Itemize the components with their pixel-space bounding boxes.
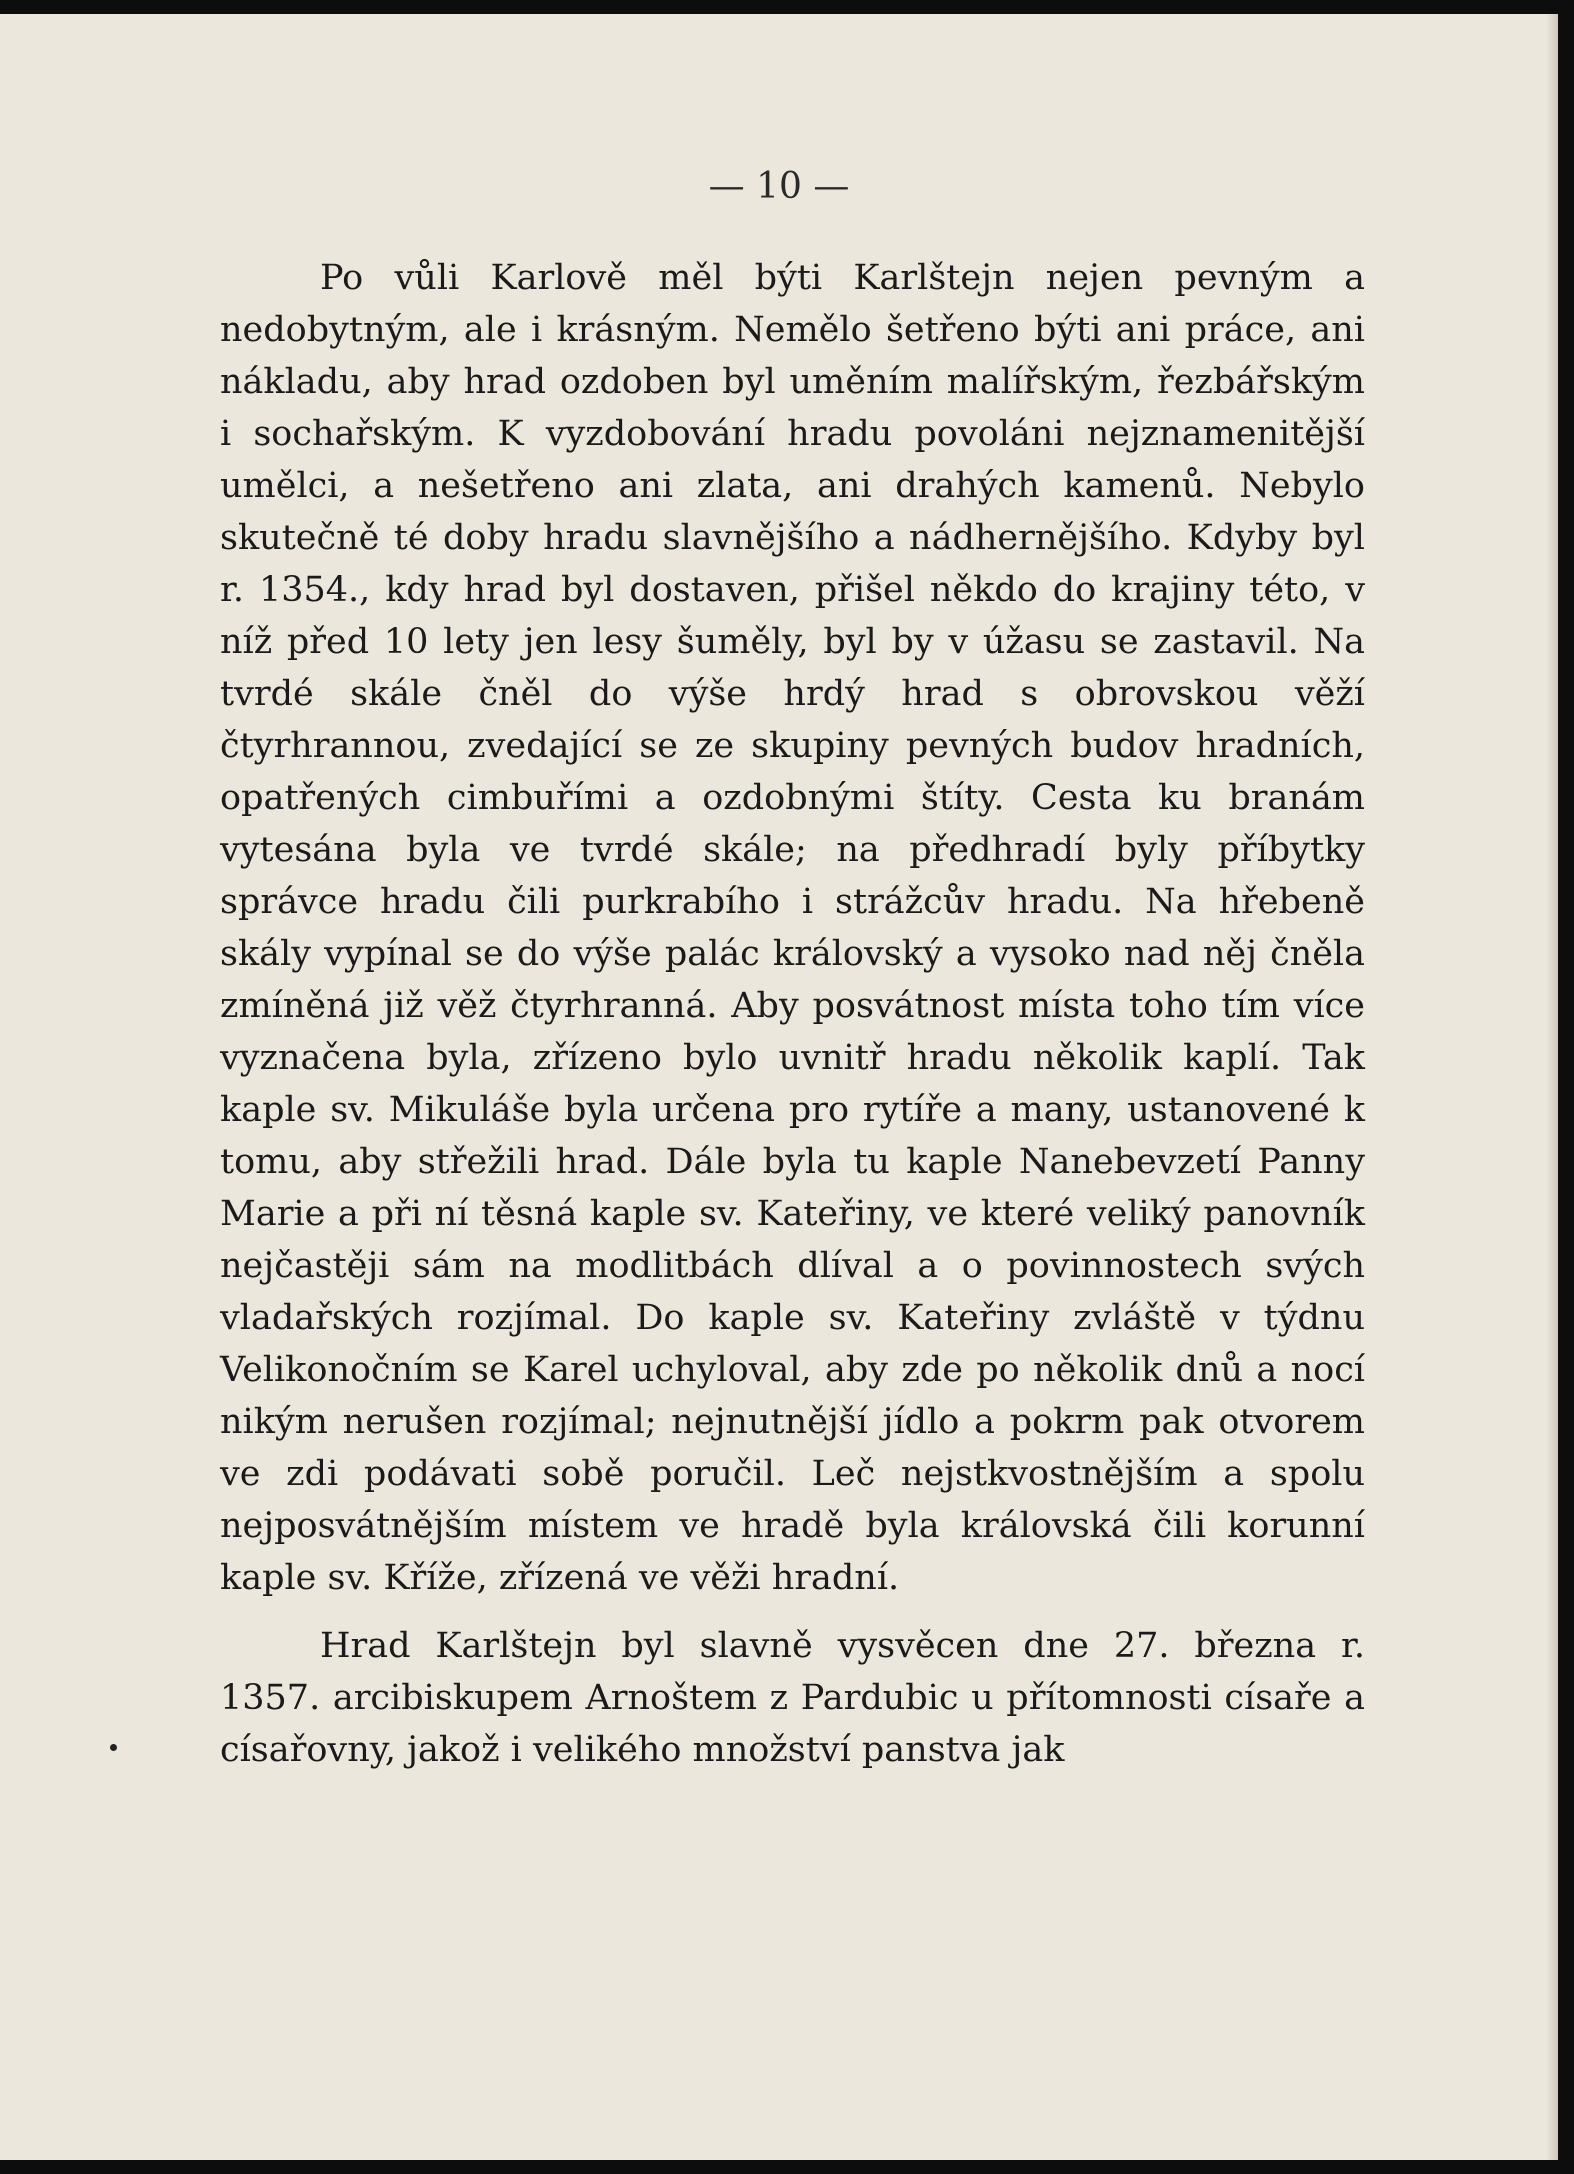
- paragraph: Hrad Karlštejn byl slavně vysvěcen dne 27. března r. 1357. arcibiskupem Arnoštem z Pardubic u přítomnosti císaře a císařovny, jakož i velikého množství panstva jak: [220, 1626, 1365, 1770]
- page-number: — 10 —: [708, 166, 850, 207]
- paragraph: Po vůli Karlově měl býti Karlštejn nejen pevným a nedobytným, ale i krásným. Nemělo šetřeno býti ani práce, ani nákladu, aby hrad ozdoben byl uměním malířským, řezbářským i sochařským. K vyzdobování hradu povoláni nejznamenitější umělci, a nešetřeno ani zlata, ani drahých kamenů. Nebylo skutečně té doby hradu slavnějšího a nádhernějšího. Kdyby byl r. 1354., kdy hrad byl dostaven, přišel někdo do krajiny této, v níž před 10 lety jen lesy šuměly, byl by v úžasu se zastavil. Na tvrdé skále čněl do výše hrdý hrad s obrovskou věží čtyrhrannou, zvedající se ze skupiny pevných budov hradních, opatřených cimbuřími a ozdobnými štíty. Cesta ku branám vytesána byla ve tvrdé skále; na předhradí byly příbytky správce hradu čili purkrabího i strážcův hradu. Na hřebeně skály vypínal se do výše palác královský a vysoko nad něj čněla zmíněná již věž čtyrhranná. Aby posvátnost místa toho tím více vyznačena byla, zřízeno bylo uvnitř hradu několik kaplí. Tak kaple sv. Mikuláše byla určena pro rytíře a many, ustanovené k tomu, aby střežili hrad. Dále byla tu kaple Nanebevzetí Panny Marie a při ní těsná kaple sv. Kateřiny, ve které veliký panovník nejčastěji sám na modlitbách dlíval a o povinnostech svých vladařských rozjímal. Do kaple sv. Kateřiny zvláště v týdnu Velikonočním se Karel uchyloval, aby zde po několik dnů a nocí nikým nerušen rozjímal; nejnutnější jídlo a pokrm pak otvorem ve zdi podávati sobě poručil. Leč nejstkvostnějším a spolu nejposvátnějším místem ve hradě byla královská čili korunní kaple sv. Kříže, zřízená ve věži hradní.: [220, 258, 1365, 1598]
- binding-edge: [1546, 14, 1558, 2160]
- body-text: [220, 252, 1365, 1776]
- ink-speck: [110, 1744, 117, 1751]
- book-page: [0, 14, 1558, 2160]
